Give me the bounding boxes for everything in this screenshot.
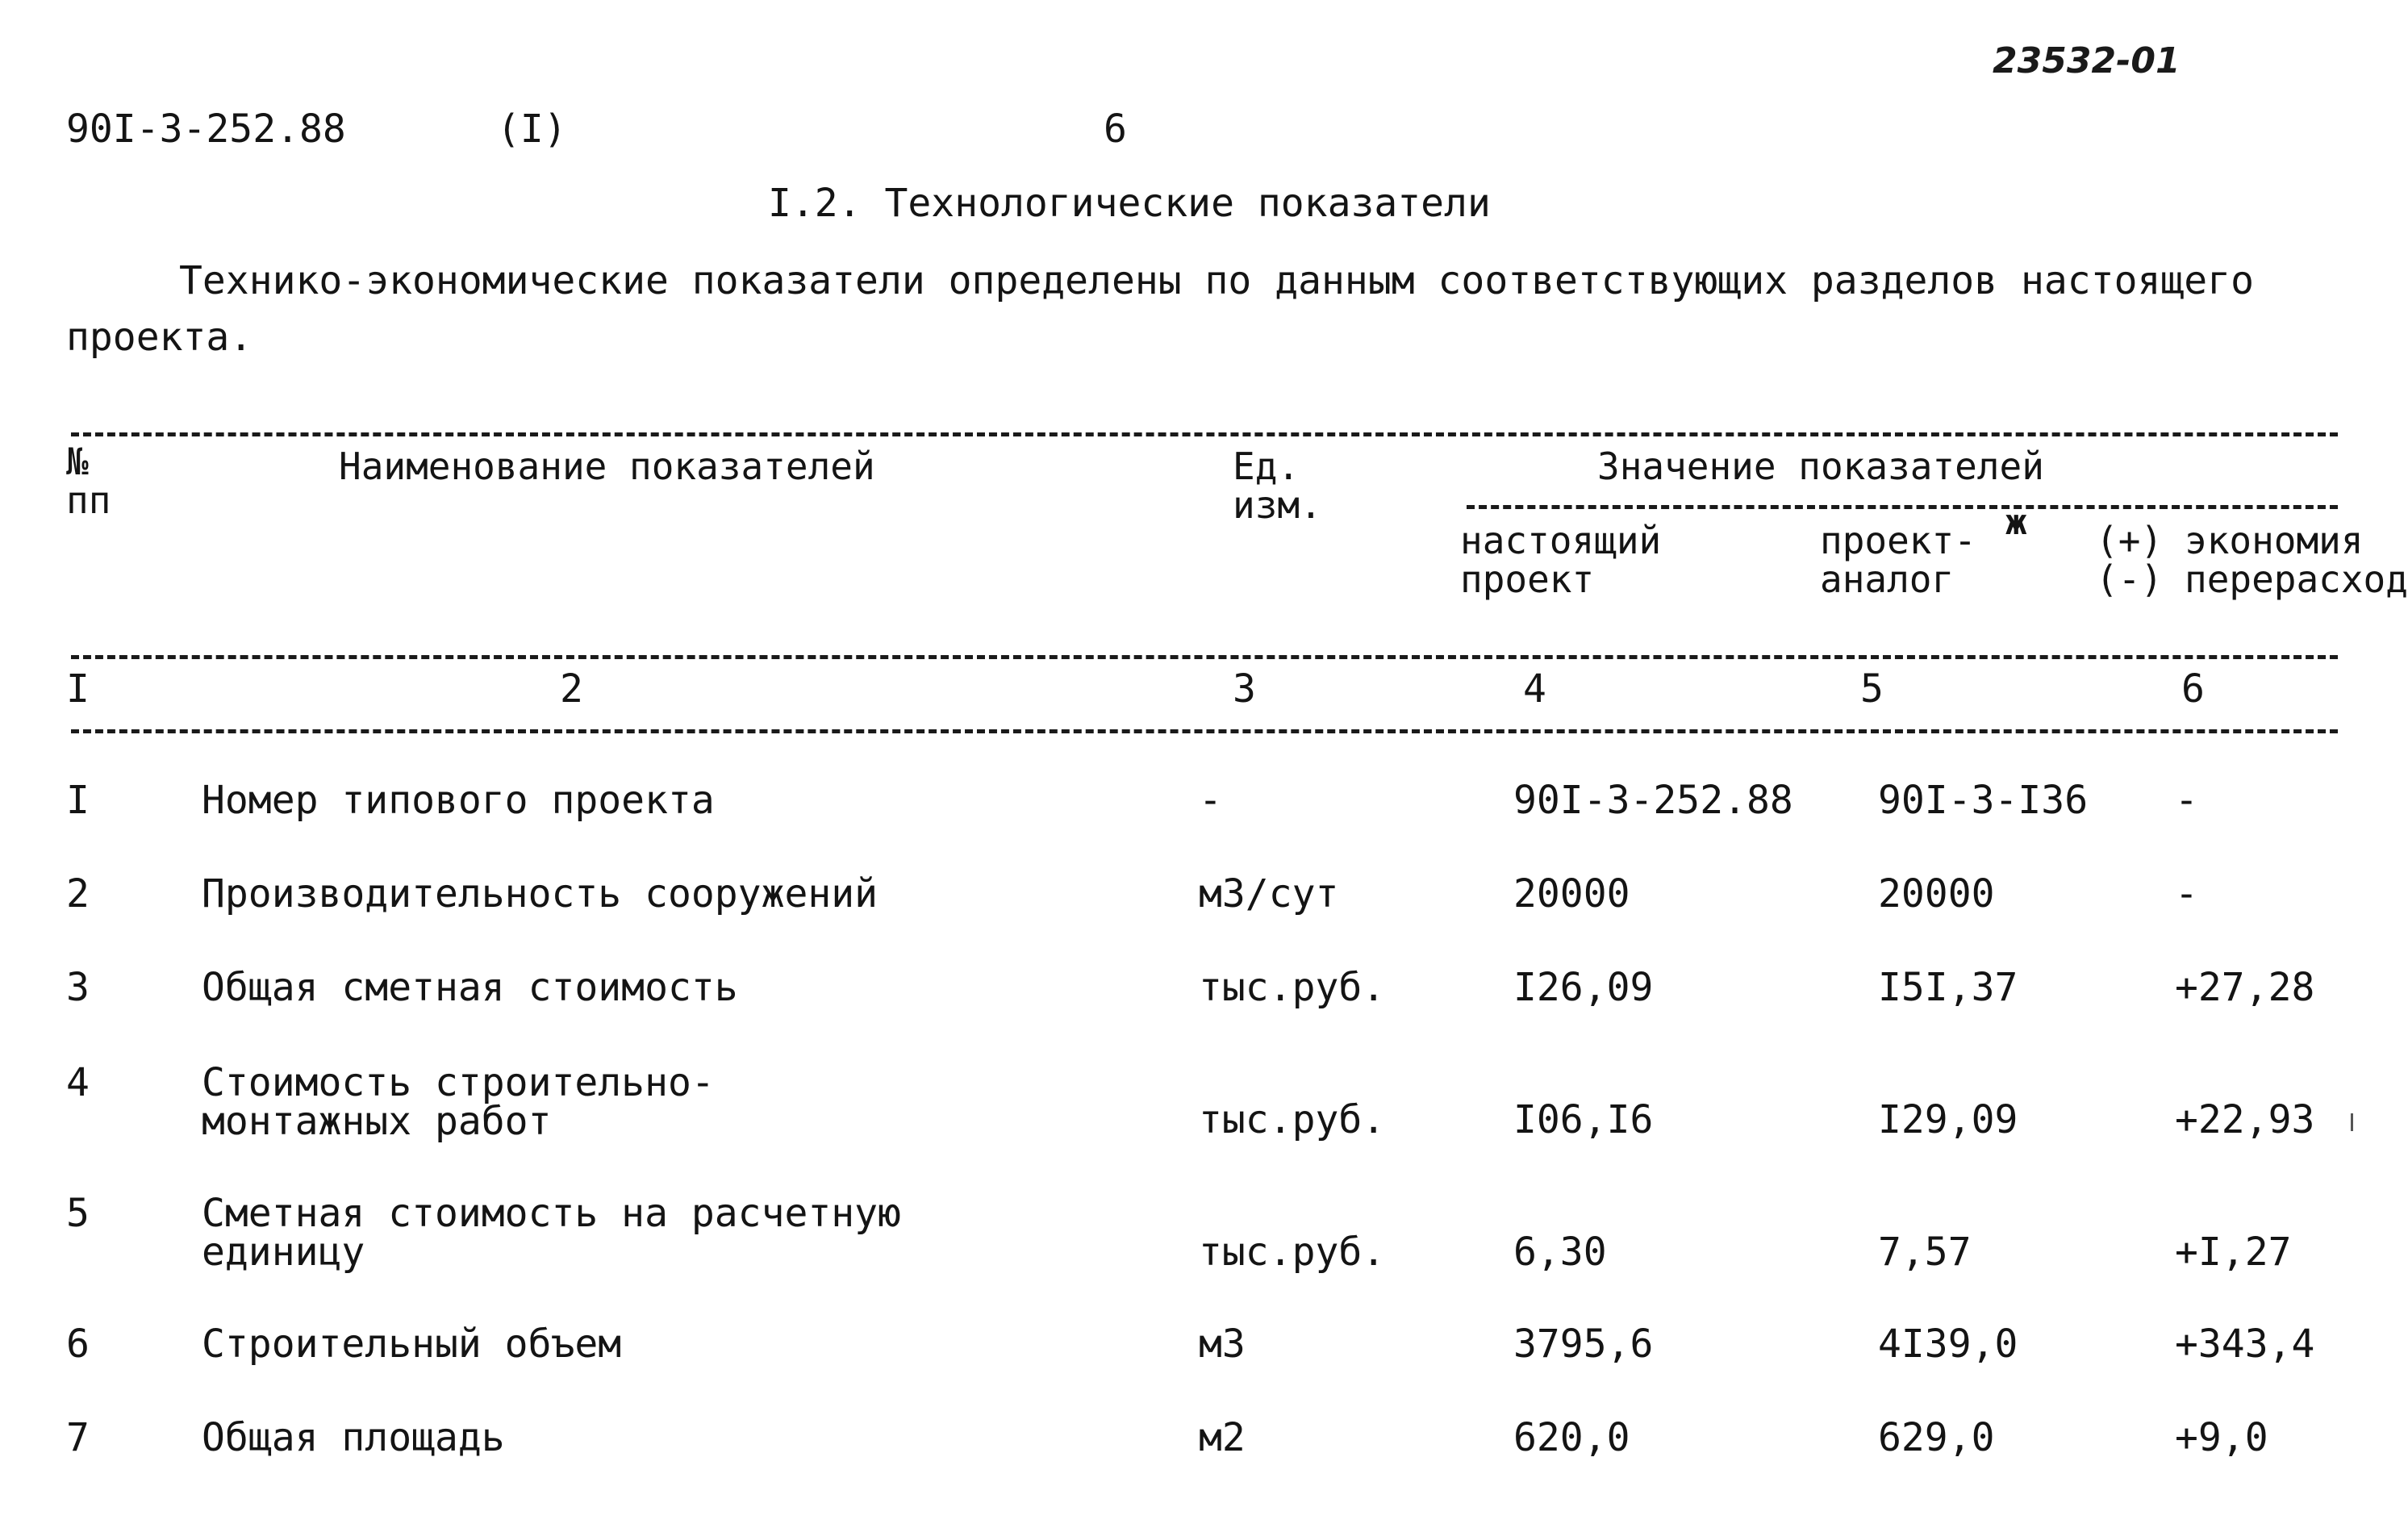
header-current-project: настоящий проект: [1460, 519, 1662, 601]
row-unit: м3: [1199, 1321, 1246, 1367]
row-current-value: 6,30: [1513, 1230, 1607, 1275]
header-values-group: Значение показателей: [1597, 445, 2044, 488]
row-current-value: I06,I6: [1513, 1097, 1654, 1142]
row-analog-value: 90I-3-I36: [1878, 778, 2089, 823]
row-unit: -: [1199, 778, 1222, 823]
row-number: 2: [66, 871, 90, 916]
row-analog-value: 629,0: [1878, 1415, 1995, 1460]
row-current-value: 3795,6: [1513, 1321, 1654, 1367]
header-num: № пп: [66, 440, 111, 522]
scan-mark: [2351, 1113, 2353, 1131]
row-current-value: 620,0: [1513, 1415, 1630, 1460]
part-number: (I): [497, 106, 567, 152]
row-indicator-name: Общая площадь: [202, 1415, 505, 1460]
row-unit: тыс.руб.: [1199, 965, 1386, 1010]
row-indicator-name: Общая сметная стоимость: [202, 965, 738, 1010]
column-number-6: 6: [2181, 666, 2205, 712]
column-number-4: 4: [1523, 666, 1546, 712]
column-number-2: 2: [560, 666, 583, 712]
column-number-1: I: [66, 666, 90, 712]
row-unit: тыс.руб.: [1199, 1097, 1386, 1142]
header-economy: экономия перерасход: [2185, 519, 2408, 601]
table-rule-values-group: [1467, 505, 2338, 509]
row-analog-value: I29,09: [1878, 1097, 2018, 1142]
project-code: 90I-3-252.88: [66, 106, 346, 152]
row-number: 7: [66, 1415, 90, 1460]
analog-footnote-mark: ж: [2005, 502, 2027, 543]
row-indicator-name: Номер типового проекта: [202, 778, 715, 823]
intro-line-1: Технико-экономические показатели определены по данным соответствующих разделов настоящего: [179, 258, 2254, 303]
row-current-value: I26,09: [1513, 965, 1654, 1010]
header-analog-project: проект-аналог: [1820, 519, 1976, 601]
row-analog-value: I5I,37: [1878, 965, 2018, 1010]
row-difference: +22,93: [2175, 1097, 2315, 1142]
row-unit: тыс.руб.: [1199, 1230, 1386, 1275]
row-difference: +9,0: [2175, 1415, 2268, 1460]
table-rule-header-bottom: [71, 655, 2338, 659]
row-indicator-name: Сметная стоимость на расчетную единицу: [202, 1191, 901, 1275]
row-difference: +343,4: [2175, 1321, 2315, 1367]
table-rule-top: [71, 432, 2338, 436]
row-number: I: [66, 778, 90, 823]
row-number: 6: [66, 1321, 90, 1367]
section-title: I.2. Технологические показатели: [768, 181, 1491, 226]
header-name: Наименование показателей: [339, 445, 875, 488]
row-difference: +27,28: [2175, 965, 2315, 1010]
row-unit: м2: [1199, 1415, 1246, 1460]
row-difference: +I,27: [2175, 1230, 2292, 1275]
row-indicator-name: Стоимость строительно- монтажных работ: [202, 1060, 715, 1144]
header-diff-sign: (+) (-): [2096, 519, 2164, 601]
row-number: 5: [66, 1191, 90, 1236]
table-rule-colnum-bottom: [71, 729, 2338, 733]
row-analog-value: 20000: [1878, 871, 1995, 916]
row-difference: -: [2175, 871, 2198, 916]
column-number-3: 3: [1233, 666, 1256, 712]
row-analog-value: 7,57: [1878, 1230, 1972, 1275]
row-number: 3: [66, 965, 90, 1010]
intro-line-2: проекта.: [66, 315, 253, 360]
row-indicator-name: Производительность сооружений: [202, 871, 878, 916]
archive-number: 23532-01: [1993, 40, 2181, 81]
row-indicator-name: Строительный объем: [202, 1321, 622, 1367]
header-unit: Ед. изм.: [1233, 445, 1322, 527]
row-unit: м3/сут: [1199, 871, 1339, 916]
page-number: 6: [1104, 106, 1127, 152]
row-current-value: 20000: [1513, 871, 1630, 916]
row-current-value: 90I-3-252.88: [1513, 778, 1793, 823]
row-number: 4: [66, 1060, 90, 1105]
column-number-5: 5: [1860, 666, 1884, 712]
row-difference: -: [2175, 778, 2198, 823]
row-analog-value: 4I39,0: [1878, 1321, 2018, 1367]
